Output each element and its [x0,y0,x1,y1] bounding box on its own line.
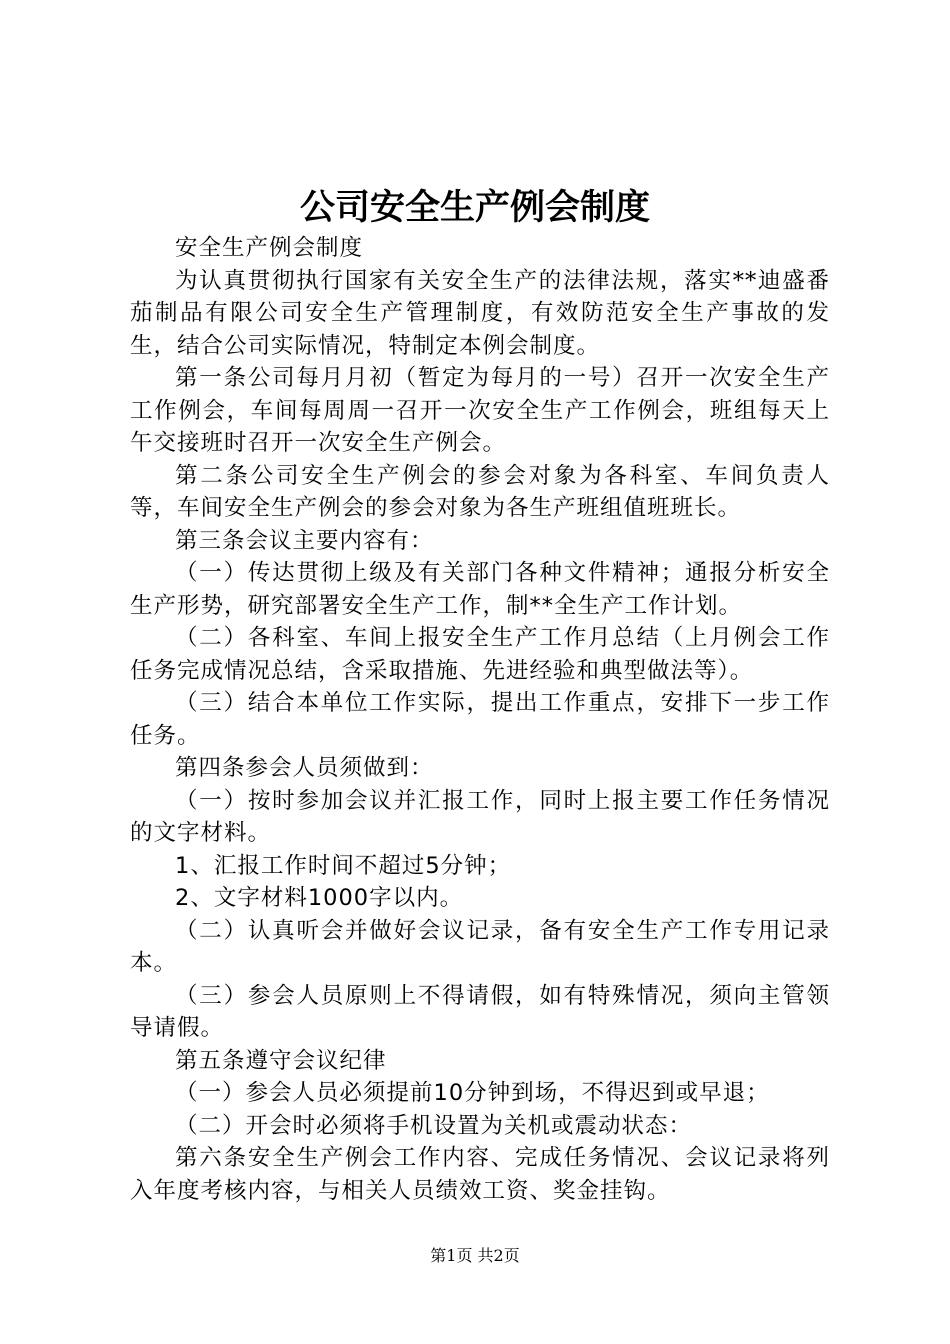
paragraph-intro: 为认真贯彻执行国家有关安全生产的法律法规，落实**迪盛番茄制品有限公司安全生产管理制度，有效防范安全生产事故的发生，结合公司实际情况，特制定本例会制度。 [130,267,830,359]
paragraph-article-3: 第三条会议主要内容有： [175,527,434,554]
paragraph-article-4: 第四条参会人员须做到： [175,755,434,781]
paragraph-article-5-item-2: （二）开会时必须将手机设置为关机或震动状态： [175,1112,693,1139]
paragraph-article-3-item-1: （一）传达贯彻上级及有关部门各种文件精神；通报分析安全生产形势，研究部署安全生产工作，制**全生产工作计划。 [130,560,830,619]
paragraph-article-5: 第五条遵守会议纪律 [175,1047,387,1074]
paragraph-article-4-sub-2: 2、文字材料1000字以内。 [175,885,464,911]
paragraph-article-3-item-3: （三）结合本单位工作实际，提出工作重点，安排下一步工作任务。 [130,690,830,749]
paragraph-article-3-item-2: （二）各科室、车间上报安全生产工作月总结（上月例会工作任务完成情况总结，含采取措施、先进经验和典型做法等）。 [130,625,830,684]
paragraph-article-4-item-1: （一）按时参加会议并汇报工作，同时上报主要工作任务情况的文字材料。 [130,787,830,846]
paragraph-article-4-item-2: （二）认真听会并做好会议记录，备有安全生产工作专用记录本。 [130,917,830,976]
paragraph-article-2: 第二条公司安全生产例会的参会对象为各科室、车间负责人等，车间安全生产例会的参会对象为各生产班组值班班长。 [130,462,830,521]
paragraph-article-6: 第六条安全生产例会工作内容、完成任务情况、会议记录将列入年度考核内容，与相关人员绩效工资、奖金挂钩。 [130,1145,830,1204]
document-body [130,232,830,1207]
paragraph-article-5-item-1: （一）参会人员必须提前10分钟到场，不得迟到或早退； [175,1080,770,1106]
document-title: 公司安全生产例会制度 [299,188,650,228]
paragraph-article-4-sub-1: 1、汇报工作时间不超过5分钟； [175,852,512,879]
paragraph-article-4-item-3: （三）参会人员原则上不得请假，如有特殊情况，须向主管领导请假。 [130,982,830,1041]
paragraph-heading: 安全生产例会制度 [175,235,364,261]
page-number-footer: 第1页 共2页 [430,1246,520,1265]
paragraph-article-1: 第一条公司每月月初（暂定为每月的一号）召开一次安全生产工作例会，车间每周周一召开一次安全生产工作例会，班组每天上午交接班时召开一次安全生产例会。 [130,365,830,456]
